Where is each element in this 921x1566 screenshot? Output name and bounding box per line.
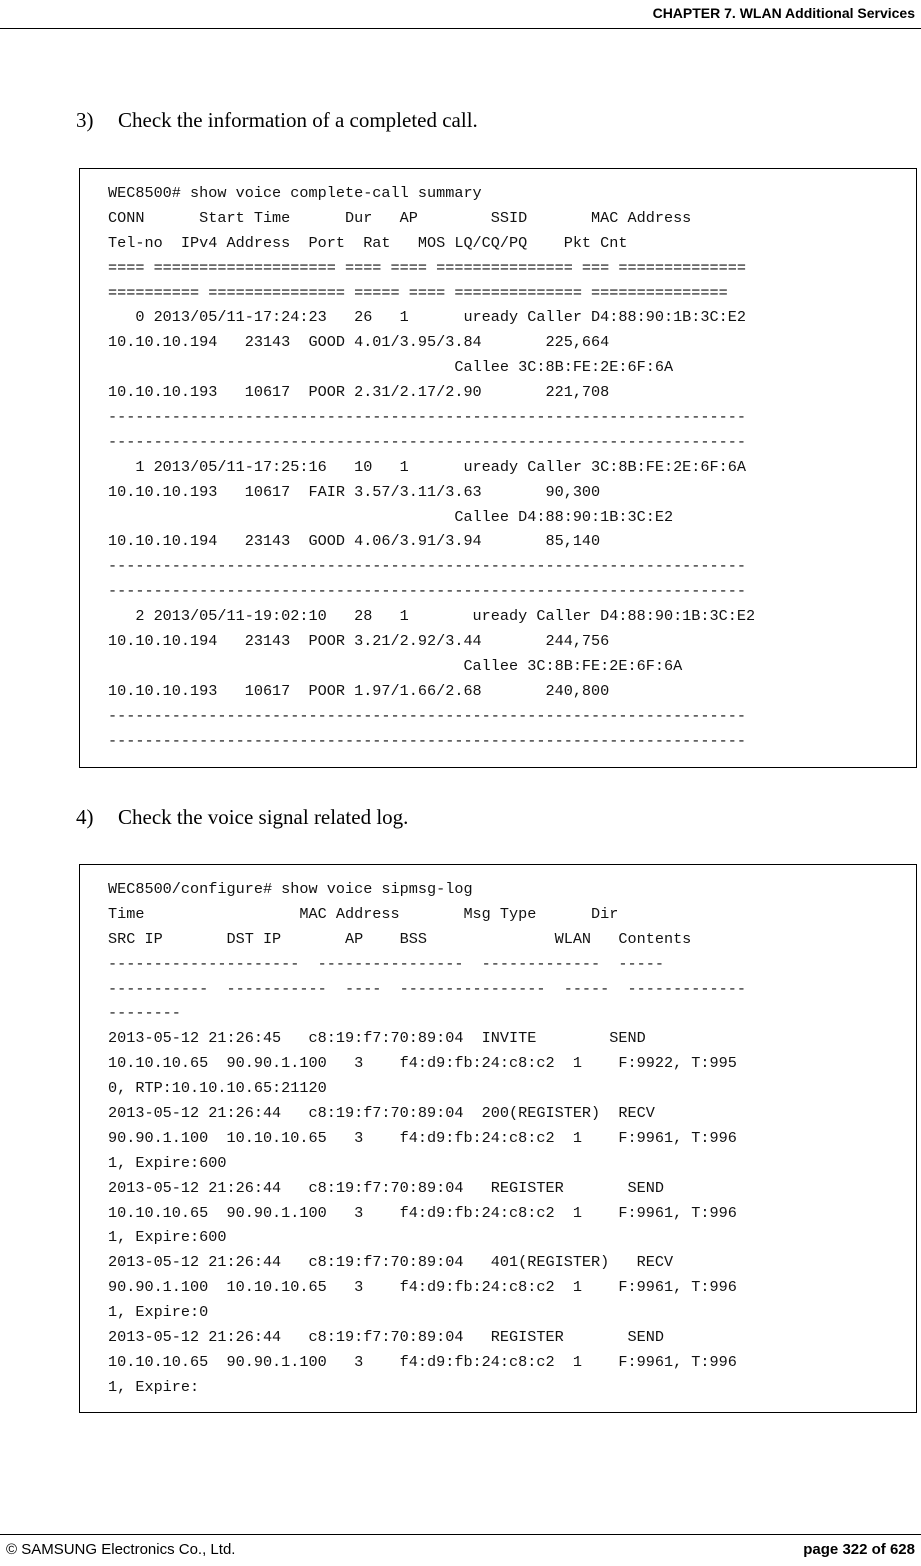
page-number: page 322 of 628 — [803, 1541, 915, 1558]
code-line: Time MAC Address Msg Type Dir — [108, 904, 619, 923]
complete-call-summary-box — [79, 168, 917, 768]
code-line: WEC8500# show voice complete-call summary — [108, 184, 482, 202]
step-4-text: Check the voice signal related log. — [118, 805, 409, 829]
code-line: 10.10.10.65 90.90.1.100 3 f4:d9:fb:24:c8:c2 1 F:9961, T:996 — [108, 1352, 737, 1371]
copyright: © SAMSUNG Electronics Co., Ltd. — [6, 1541, 236, 1558]
code-line: 10.10.10.193 10617 FAIR 3.57/3.11/3.63 90,300 — [108, 482, 601, 501]
code-line: 2013-05-12 21:26:45 c8:19:f7:70:89:04 INVITE SEND — [108, 1029, 646, 1048]
code-line: Callee 3C:8B:FE:2E:6F:6A — [108, 656, 683, 675]
code-line: Callee 3C:8B:FE:2E:6F:6A — [108, 358, 674, 377]
code-line: 1, Expire:600 — [108, 1228, 227, 1247]
code-line: ---------------------------------------------------------------------- — [108, 706, 746, 725]
code-line: 2013-05-12 21:26:44 c8:19:f7:70:89:04 REGISTER SEND — [108, 1178, 664, 1197]
code-line: CONN Start Time Dur AP SSID MAC Address — [108, 208, 692, 227]
code-line: ---------------------------------------------------------------------- — [108, 408, 746, 427]
chapter-title: CHAPTER 7. WLAN Additional Services — [652, 5, 915, 21]
step-3-text: Check the information of a completed call. — [118, 108, 478, 132]
code-line: 10.10.10.193 10617 POOR 1.97/1.66/2.68 240,800 — [108, 681, 610, 700]
code-line: 0, RTP:10.10.10.65:21120 — [108, 1079, 327, 1098]
code-line: 2 2013/05/11-19:02:10 28 1 uready Caller D4:88:90:1B:3C:E2 — [108, 607, 756, 626]
code-line: -------- — [108, 1004, 181, 1023]
code-line: 2013-05-12 21:26:44 c8:19:f7:70:89:04 401(REGISTER) RECV — [108, 1253, 674, 1272]
code-line: 2013-05-12 21:26:44 c8:19:f7:70:89:04 REGISTER SEND — [108, 1328, 664, 1347]
code-line: 90.90.1.100 10.10.10.65 3 f4:d9:fb:24:c8:c2 1 F:9961, T:996 — [108, 1128, 737, 1147]
code-line: ----------- ----------- ---- ---------------- ----- ------------- — [108, 979, 746, 998]
code-line: --------------------- ---------------- ------------- ----- — [108, 954, 664, 973]
complete-call-summary-output — [108, 181, 916, 753]
code-line: ---------------------------------------------------------------------- — [108, 432, 746, 451]
code-line: ==== ==================== ==== ==== =============== === ============== — [108, 258, 746, 277]
page-header — [0, 0, 921, 29]
code-line: 1, Expire:600 — [108, 1153, 227, 1172]
step-4-number: 4) — [76, 805, 94, 829]
code-line: ========== =============== ===== ==== ============== =============== — [108, 283, 728, 302]
code-line: 10.10.10.65 90.90.1.100 3 f4:d9:fb:24:c8:c2 1 F:9961, T:996 — [108, 1203, 737, 1222]
code-line: 1, Expire:0 — [108, 1303, 209, 1322]
code-line: ---------------------------------------------------------------------- — [108, 731, 746, 750]
code-line: 0 2013/05/11-17:24:23 26 1 uready Caller D4:88:90:1B:3C:E2 — [108, 308, 746, 327]
sipmsg-log-output — [108, 877, 916, 1400]
code-line: 10.10.10.193 10617 POOR 2.31/2.17/2.90 221,708 — [108, 383, 610, 402]
code-line: Tel-no IPv4 Address Port Rat MOS LQ/CQ/PQ Pkt Cnt — [108, 233, 628, 252]
code-line: 1 2013/05/11-17:25:16 10 1 uready Caller 3C:8B:FE:2E:6F:6A — [108, 457, 746, 476]
code-line: 10.10.10.65 90.90.1.100 3 f4:d9:fb:24:c8:c2 1 F:9922, T:995 — [108, 1054, 737, 1073]
code-line: 10.10.10.194 23143 POOR 3.21/2.92/3.44 244,756 — [108, 632, 610, 651]
code-line: 90.90.1.100 10.10.10.65 3 f4:d9:fb:24:c8:c2 1 F:9961, T:996 — [108, 1278, 737, 1297]
step-3-number: 3) — [76, 108, 94, 132]
code-line: 1, Expire: — [108, 1377, 200, 1396]
step-4-heading — [76, 805, 408, 830]
code-line: 10.10.10.194 23143 GOOD 4.06/3.91/3.94 85,140 — [108, 532, 601, 551]
code-line: 10.10.10.194 23143 GOOD 4.01/3.95/3.84 225,664 — [108, 333, 610, 352]
code-line: 2013-05-12 21:26:44 c8:19:f7:70:89:04 200(REGISTER) RECV — [108, 1104, 655, 1123]
code-line: ---------------------------------------------------------------------- — [108, 582, 746, 601]
page-footer — [0, 1534, 921, 1566]
code-line: SRC IP DST IP AP BSS WLAN Contents — [108, 929, 692, 948]
code-line: Callee D4:88:90:1B:3C:E2 — [108, 507, 674, 526]
step-3-heading — [76, 108, 478, 133]
code-line: ---------------------------------------------------------------------- — [108, 557, 746, 576]
code-line: WEC8500/configure# show voice sipmsg-log — [108, 880, 473, 898]
sipmsg-log-box — [79, 864, 917, 1413]
